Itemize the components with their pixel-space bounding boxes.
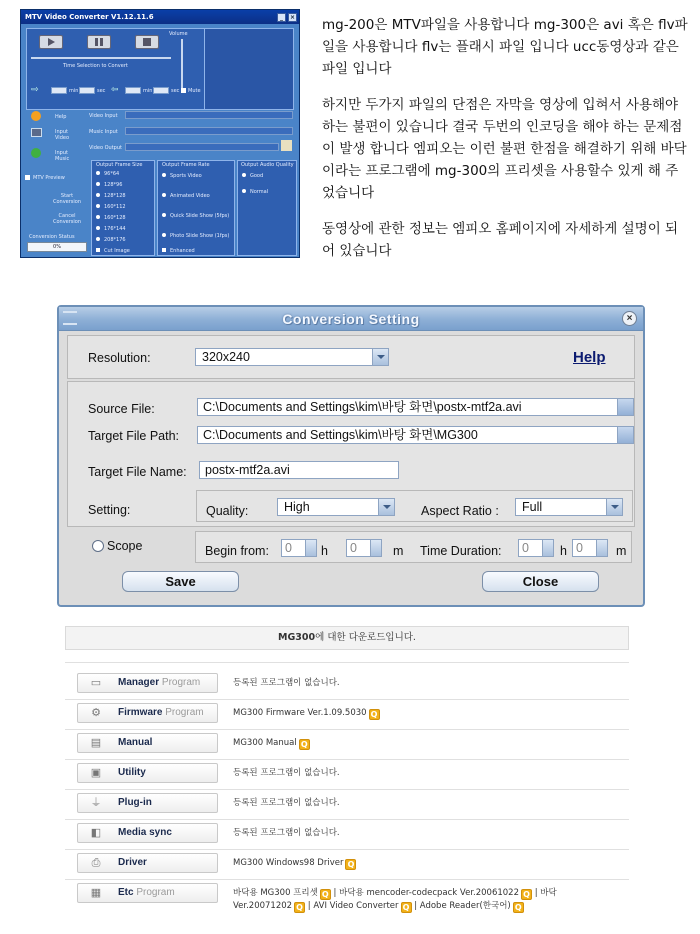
pause-icon — [88, 36, 110, 48]
download-value-text: 등록된 프로그램이 없습니다. — [233, 678, 340, 688]
chevron-down-icon[interactable] — [606, 499, 622, 515]
frame-rate-option: Sports Video — [170, 173, 202, 179]
duration-m-label: m — [616, 544, 627, 558]
preview-screen — [204, 28, 294, 110]
cut-image-checkbox[interactable] — [96, 248, 100, 252]
download-icon[interactable]: Q — [521, 889, 532, 900]
download-value-text: 등록된 프로그램이 없습니다. — [233, 828, 340, 838]
frame-size-option: 96*64 — [104, 171, 120, 177]
download-value-part[interactable]: 바닥용 mencoder-codecpack Ver.20061022 — [339, 888, 519, 898]
disk-icon: ▣ — [90, 767, 102, 779]
source-file-value: C:\Documents and Settings\kim\바탕 화면\postx-mtf2a.avi — [203, 400, 522, 414]
pause-button[interactable] — [87, 35, 111, 49]
download-value — [233, 707, 380, 720]
scope-label: Scope — [107, 539, 143, 553]
spinner-arrows-icon[interactable] — [305, 540, 316, 556]
resolution-group — [67, 335, 635, 379]
begin-m-label: m — [393, 544, 404, 558]
book-icon: ▤ — [90, 737, 102, 749]
quality-select[interactable] — [277, 498, 395, 516]
divider — [65, 789, 629, 790]
enhanced-label: Enhanced — [170, 248, 195, 254]
frame-size-option: 176*144 — [104, 226, 126, 232]
end-min-field[interactable] — [125, 87, 141, 94]
spinner-arrows-icon[interactable] — [370, 540, 381, 556]
target-browse-button[interactable] — [617, 427, 633, 443]
help-icon[interactable] — [31, 111, 41, 121]
frame-rate-group — [157, 160, 235, 256]
download-category-button[interactable] — [77, 763, 218, 783]
file-group — [67, 381, 635, 527]
duration-hour-spinner[interactable] — [518, 539, 554, 557]
video-input-field[interactable] — [125, 111, 293, 119]
category-name: Utility — [118, 767, 146, 778]
download-value: 바닥용 MG300 프리셋 Q | 바닥용 mencoder-codecpack Ver.20061022 Q | 바닥 Ver.20071202 Q | AVI Video Converter Q | Adobe Reader(한국어) Q — [233, 888, 557, 912]
music-input-field[interactable] — [125, 127, 293, 135]
time-selection-label: Time Selection to Convert — [63, 63, 128, 69]
dialog-title-bar — [59, 307, 643, 331]
download-category-button[interactable] — [77, 793, 218, 813]
category-suffix: Program — [159, 677, 201, 688]
divider — [65, 699, 629, 700]
target-path-field[interactable] — [197, 426, 634, 444]
begin-hour-value: 0 — [285, 541, 292, 555]
frame-rate-radio[interactable] — [162, 233, 166, 237]
download-header-model: MG300 — [278, 632, 316, 643]
film-icon[interactable] — [31, 128, 42, 137]
frame-size-radio[interactable] — [96, 193, 100, 197]
dialog-title: Conversion Setting — [282, 310, 420, 327]
category-suffix: Program — [162, 707, 204, 718]
description-para-3: 동영상에 관한 정보는 엠피오 홈페이지에 자세하게 설명이 되어 있습니다 — [322, 221, 679, 259]
download-value — [233, 767, 340, 779]
quality-value: High — [284, 500, 310, 514]
download-icon[interactable]: Q — [294, 902, 305, 913]
mtv-preview-checkbox[interactable] — [25, 175, 30, 180]
download-value — [233, 857, 356, 870]
divider — [65, 819, 629, 820]
target-path-value: C:\Documents and Settings\kim\바탕 화면\MG300 — [203, 428, 478, 442]
chevron-down-icon[interactable] — [378, 499, 394, 515]
frame-rate-option: Animated Video — [170, 193, 210, 199]
min-label-2: min — [143, 88, 153, 94]
download-category-button[interactable] — [77, 673, 218, 693]
mtv-preview-label: MTV Preview — [33, 175, 65, 181]
category-name: Plug-in — [118, 797, 152, 808]
quality-label: Quality: — [206, 504, 249, 518]
download-value-part[interactable]: AVI Video Converter — [313, 901, 399, 911]
frame-rate-option: Quick Slide Show (5fps) — [170, 213, 230, 219]
stop-button[interactable] — [135, 35, 159, 49]
audio-quality-title: Output Audio Quality — [241, 162, 294, 168]
gear-icon: ⚙ — [91, 707, 101, 719]
grid-icon: ▦ — [90, 887, 102, 899]
category-name: Manager — [118, 677, 160, 688]
scope-radio[interactable] — [92, 540, 104, 552]
volume-slider[interactable] — [181, 39, 183, 89]
category-name: Media sync — [118, 827, 172, 838]
monitor-icon: ▭ — [90, 677, 102, 689]
start-conversion-button[interactable]: Start Conversion — [52, 193, 82, 205]
frame-size-option: 128*128 — [104, 193, 126, 199]
play-button[interactable] — [39, 35, 63, 49]
frame-size-radio[interactable] — [96, 237, 100, 241]
aspect-ratio-value: Full — [522, 500, 543, 514]
download-header-text: 에 대한 다운로드입니다. — [315, 632, 416, 643]
begin-from-label: Begin from: — [205, 544, 269, 558]
category-name: Manual — [118, 737, 153, 748]
frame-rate-radio[interactable] — [162, 193, 166, 197]
resolution-select[interactable] — [195, 348, 389, 366]
download-value-text: 등록된 프로그램이 없습니다. — [233, 798, 340, 808]
stop-icon — [136, 36, 158, 48]
player-panel — [26, 28, 214, 110]
frame-size-radio[interactable] — [96, 215, 100, 219]
start-min-field[interactable] — [51, 87, 67, 94]
close-dialog-button[interactable]: Close — [482, 571, 599, 592]
divider — [65, 729, 629, 730]
cancel-conversion-button[interactable]: Cancel Conversion — [52, 213, 82, 225]
download-value — [233, 827, 340, 839]
divider — [65, 662, 629, 663]
mtv-title: MTV Video Converter V1.12.11.6 — [25, 13, 154, 21]
conversion-status-value: 0% — [27, 242, 87, 252]
frame-rate-option: Photo Slide Show (1fps) — [170, 233, 230, 239]
category-suffix: Program — [133, 887, 175, 898]
video-input-label: Video Input — [89, 113, 118, 119]
target-name-field[interactable] — [199, 461, 399, 479]
divider — [65, 759, 629, 760]
audio-quality-radio[interactable] — [242, 189, 246, 193]
seek-slider[interactable] — [31, 57, 171, 59]
download-value-text[interactable]: MG300 Manual — [233, 738, 297, 748]
frame-size-group — [91, 160, 155, 256]
begin-h-label: h — [321, 544, 328, 558]
audio-quality-radio[interactable] — [242, 173, 246, 177]
cut-image-label: Cut Image — [104, 248, 130, 254]
mute-checkbox[interactable] — [181, 88, 186, 93]
download-value — [233, 797, 340, 809]
mtv-converter-window — [20, 9, 300, 258]
frame-size-title: Output Frame Size — [96, 162, 143, 168]
setting-box — [196, 490, 633, 522]
download-category-button[interactable] — [77, 733, 218, 753]
download-category-button[interactable] — [77, 823, 218, 843]
target-name-label: Target File Name: — [88, 465, 187, 479]
frame-size-radio[interactable] — [96, 182, 100, 186]
mtv-title-bar — [21, 10, 299, 24]
aspect-ratio-select[interactable] — [515, 498, 623, 516]
resolution-value: 320x240 — [202, 350, 250, 364]
play-icon — [40, 36, 62, 48]
frame-rate-radio[interactable] — [162, 173, 166, 177]
category-name: Etc — [118, 887, 134, 898]
frame-size-option: 160*128 — [104, 215, 126, 221]
download-icon[interactable]: Q — [299, 739, 310, 750]
download-icon[interactable]: Q — [513, 902, 524, 913]
setting-label: Setting: — [88, 503, 131, 517]
download-row-media-sync — [65, 823, 629, 847]
target-path-label: Target File Path: — [88, 429, 180, 443]
source-browse-button[interactable] — [617, 399, 633, 415]
sec-label-2: sec — [171, 88, 180, 94]
conversion-status-label: Conversion Status — [29, 234, 75, 240]
music-input-label: Music Input — [89, 129, 118, 135]
divider — [65, 879, 629, 880]
download-value-text: 등록된 프로그램이 없습니다. — [233, 768, 340, 778]
duration-h-label: h — [560, 544, 567, 558]
source-file-label: Source File: — [88, 402, 155, 416]
input-video-label[interactable]: Input Video — [55, 129, 70, 141]
category-name: Firmware — [118, 707, 163, 718]
video-output-field[interactable] — [125, 143, 279, 151]
download-category-button[interactable] — [77, 883, 218, 903]
scope-box — [195, 531, 632, 563]
download-row-manager — [65, 673, 629, 697]
arrow-left-icon[interactable]: ⇦ — [111, 85, 119, 95]
download-value-text[interactable]: MG300 Windows98 Driver — [233, 858, 344, 868]
dialog-close-button[interactable]: × — [622, 311, 637, 326]
end-sec-field[interactable] — [153, 87, 169, 94]
download-value — [233, 737, 310, 750]
description-para-1: mg-200은 MTV파일을 사용합니다 mg-300은 avi 혹은 flv파일을 사용합니다 flv는 플래시 파일 입니다 ucc동영상과 같은 파일 입니다 — [322, 17, 688, 77]
enhanced-checkbox[interactable] — [162, 248, 166, 252]
download-category-button[interactable] — [77, 853, 218, 873]
music-icon[interactable] — [31, 148, 41, 158]
download-row-etc — [65, 883, 629, 912]
frame-rate-radio[interactable] — [162, 213, 166, 217]
begin-minute-spinner[interactable] — [346, 539, 382, 557]
download-value — [233, 677, 340, 689]
folder-icon[interactable] — [281, 140, 292, 151]
audio-quality-option: Good — [250, 173, 264, 179]
sec-label: sec — [97, 88, 106, 94]
download-category-button[interactable] — [77, 703, 218, 723]
duration-minute-value: 0 — [576, 541, 583, 555]
download-value-part[interactable]: 바닥 Ver.20071202 — [233, 888, 557, 911]
begin-minute-value: 0 — [350, 541, 357, 555]
aspect-ratio-label: Aspect Ratio : — [421, 504, 499, 518]
time-duration-label: Time Duration: — [420, 544, 502, 558]
minimize-button[interactable]: _ — [277, 13, 286, 22]
frame-rate-title: Output Frame Rate — [162, 162, 210, 168]
audio-quality-group — [237, 160, 297, 256]
begin-hour-spinner[interactable] — [281, 539, 317, 557]
spinner-arrows-icon[interactable] — [596, 540, 607, 556]
frame-size-radio[interactable] — [96, 226, 100, 230]
grip-icon — [63, 311, 77, 325]
save-button[interactable]: Save — [122, 571, 239, 592]
resolution-label: Resolution: — [88, 351, 151, 365]
download-icon[interactable]: Q — [369, 709, 380, 720]
description-para-2: 하지만 두가지 파일의 단점은 자막을 영상에 입혀서 사용해야 하는 불편이 있습니다 결국 두번의 인코딩을 해야 하는 문제점이 발생 합니다 엠피오는 이런 불편 한점을 해결하기 위해 바닥이라는 프로그램에 mg-300의 프리셋을 사용할수 있게 해 주었습니다 — [322, 97, 687, 201]
download-row-utility — [65, 763, 629, 787]
help-label[interactable]: Help — [55, 114, 67, 120]
arrow-right-icon[interactable]: ⇨ — [31, 85, 39, 95]
description-text — [322, 14, 690, 276]
download-icon[interactable]: Q — [401, 902, 412, 913]
download-value-part[interactable]: 바닥용 MG300 프리셋 — [233, 888, 318, 898]
download-icon[interactable]: Q — [320, 889, 331, 900]
close-button[interactable]: × — [289, 13, 296, 21]
min-label: min — [69, 88, 79, 94]
download-value-part[interactable]: Adobe Reader(한국어) — [419, 901, 511, 911]
duration-hour-value: 0 — [522, 541, 529, 555]
download-header — [65, 626, 629, 650]
divider — [65, 849, 629, 850]
mute-label: Mute — [188, 88, 201, 94]
audio-quality-option: Normal — [250, 189, 269, 195]
printer-icon: ⎙ — [91, 857, 101, 869]
start-sec-field[interactable] — [79, 87, 95, 94]
conversion-setting-dialog — [57, 305, 645, 607]
frame-size-option: 160*112 — [104, 204, 126, 210]
download-row-plug-in — [65, 793, 629, 817]
download-value-text[interactable]: MG300 Firmware Ver.1.09.5030 — [233, 708, 367, 718]
chevron-down-icon[interactable] — [372, 349, 388, 365]
source-file-field[interactable] — [197, 398, 634, 416]
frame-size-option: 128*96 — [104, 182, 123, 188]
duration-minute-spinner[interactable] — [572, 539, 608, 557]
sync-icon: ◧ — [90, 827, 102, 839]
plug-icon: ⏚ — [90, 797, 102, 809]
category-name: Driver — [118, 857, 147, 868]
target-name-value: postx-mtf2a.avi — [205, 463, 290, 477]
download-row-driver — [65, 853, 629, 877]
frame-size-radio[interactable] — [96, 171, 100, 175]
help-link[interactable]: Help — [573, 349, 606, 366]
volume-label: Volume — [169, 31, 188, 37]
frame-size-option: 208*176 — [104, 237, 126, 243]
download-icon[interactable]: Q — [345, 859, 356, 870]
download-row-manual — [65, 733, 629, 757]
video-output-label: Video Output — [89, 145, 122, 151]
input-music-label[interactable]: Input Music — [55, 150, 70, 162]
download-row-firmware — [65, 703, 629, 727]
spinner-arrows-icon[interactable] — [542, 540, 553, 556]
frame-size-radio[interactable] — [96, 204, 100, 208]
